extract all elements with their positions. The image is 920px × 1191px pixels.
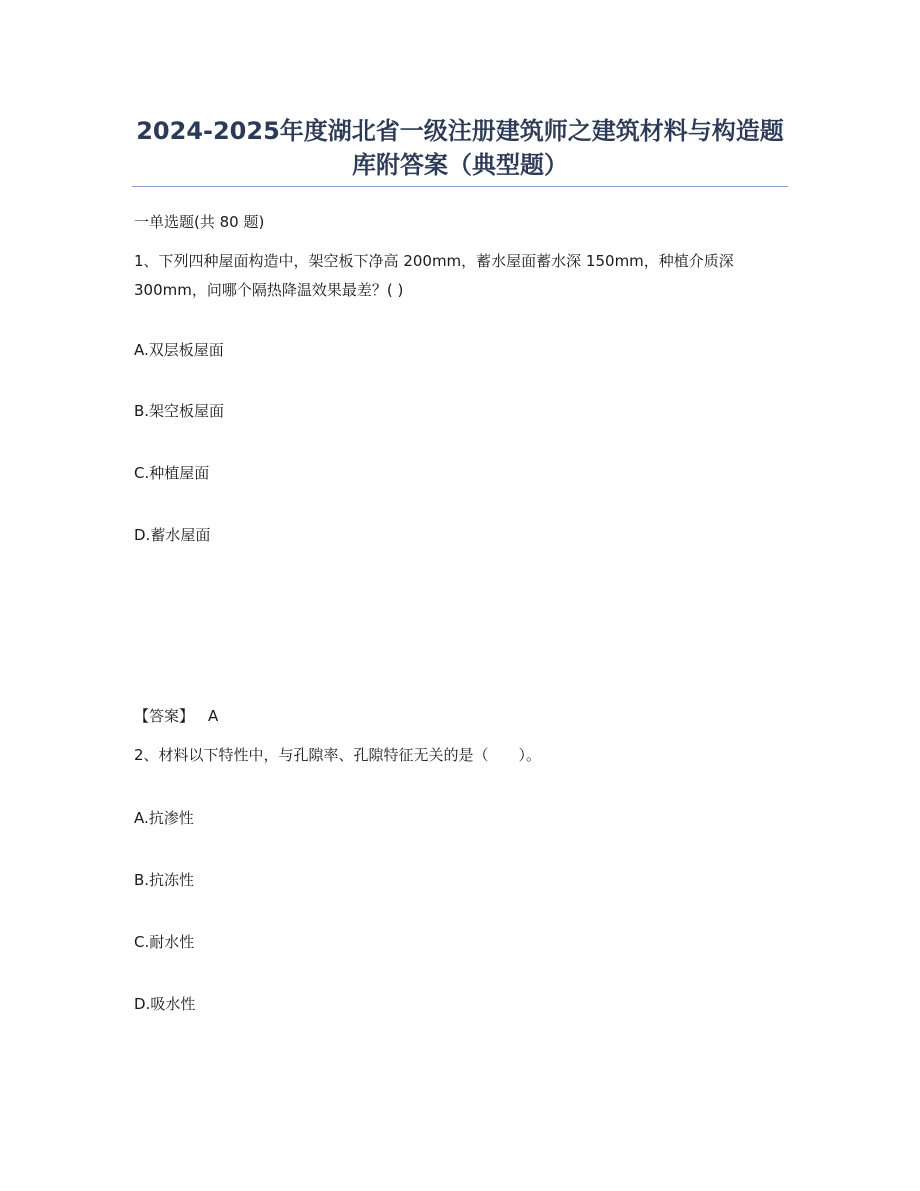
question-1-text: 1、下列四种屋面构造中，架空板下净高 200mm，蓄水屋面蓄水深 150mm，种植介质深 300mm，问哪个隔热降温效果最差？( ) — [134, 252, 734, 299]
question-2-text: 2、材料以下特性中，与孔隙率、孔隙特征无关的是（ ）。 — [134, 746, 542, 764]
section-heading: 一单选题(共 80 题) — [134, 213, 265, 231]
question-1-option-b: B.架空板屋面 — [134, 402, 225, 420]
answer-label: 【答案】 — [134, 707, 195, 725]
question-1-option-d: D.蓄水屋面 — [134, 526, 211, 544]
question-1-option-a: A.双层板屋面 — [134, 341, 224, 359]
question-2-option-a: A.抗渗性 — [134, 809, 194, 827]
question-2-option-b: B.抗冻性 — [134, 871, 195, 889]
answer-value: A — [208, 707, 219, 725]
document-title: 2024-2025年度湖北省一级注册建筑师之建筑材料与构造题库附答案（典型题） — [136, 117, 784, 179]
title-divider — [132, 186, 788, 187]
question-1-answer — [134, 704, 218, 728]
question-1-option-c: C.种植屋面 — [134, 464, 210, 482]
question-2-option-c: C.耐水性 — [134, 933, 195, 951]
question-2-option-d: D.吸水性 — [134, 995, 196, 1013]
